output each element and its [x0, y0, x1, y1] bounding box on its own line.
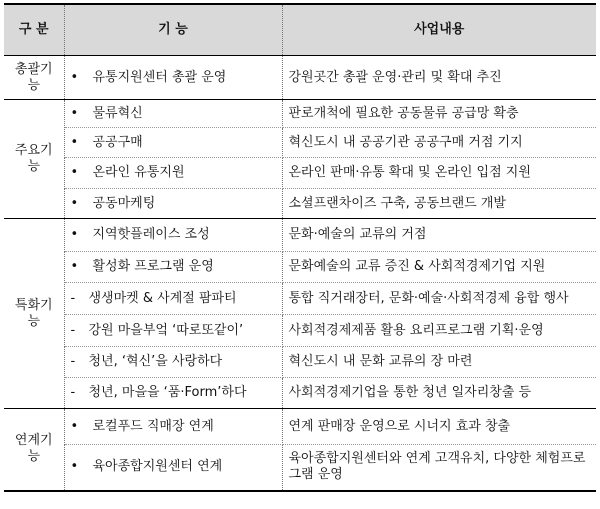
function-cell — [64, 158, 282, 189]
function-label: 로컬푸드 직매장 연계 — [92, 418, 214, 434]
function-cell — [64, 283, 282, 315]
table-row — [4, 315, 596, 347]
function-label: 공동마케팅 — [92, 195, 156, 211]
table-row — [4, 409, 596, 445]
content-cell: 문화·예술의 교류의 거점 — [282, 219, 596, 252]
content-cell: 혁신도시 내 공공기관 공공구매 거점 기지 — [282, 128, 596, 158]
bullet-marker: • — [70, 165, 79, 180]
bullet-marker: • — [70, 418, 79, 434]
dash-marker: - — [70, 385, 76, 400]
content-cell: 강원곳간 총괄 운영·관리 및 확대 추진 — [282, 56, 596, 100]
table-row — [4, 219, 596, 252]
function-label: 지역핫플레이스 조성 — [92, 227, 210, 242]
function-label: 육아종합지원센터 연계 — [92, 459, 223, 475]
content-cell: 소셜프랜차이즈 구축, 공동브랜드 개발 — [282, 189, 596, 219]
function-label: 청년, ‘혁신’을 사랑하다 — [88, 354, 223, 369]
table-row — [4, 189, 596, 219]
table-row — [4, 128, 596, 158]
function-cell — [64, 445, 282, 491]
table-row — [4, 56, 596, 100]
dash-marker: - — [70, 322, 76, 338]
bullet-marker: • — [70, 459, 79, 475]
content-cell: 사회적경제기업을 통한 청년 일자리창출 등 — [282, 378, 596, 409]
table-row — [4, 158, 596, 189]
category-cell: 연계기능 — [4, 409, 64, 491]
table-row — [4, 283, 596, 315]
content-cell: 온라인 판매·유통 확대 및 온라인 입점 지원 — [282, 158, 596, 189]
table-row — [4, 378, 596, 409]
function-cell — [64, 128, 282, 158]
category-cell: 총괄기능 — [4, 56, 64, 100]
category-cell: 특화기능 — [4, 219, 64, 409]
header-row — [4, 4, 596, 56]
bullet-marker: • — [70, 69, 79, 85]
function-cell — [64, 378, 282, 409]
function-label: 청년, 마을을 ‘품·Form’하다 — [88, 385, 247, 400]
function-label: 활성화 프로그램 운영 — [92, 259, 214, 274]
function-cell — [64, 56, 282, 100]
function-label: 물류혁신 — [92, 105, 143, 121]
function-label: 온라인 유통지원 — [92, 165, 185, 180]
bullet-marker: • — [70, 134, 79, 150]
content-cell: 판로개척에 필요한 공동물류 공급망 확충 — [282, 100, 596, 128]
table-row — [4, 445, 596, 491]
function-cell — [64, 315, 282, 347]
function-cell — [64, 189, 282, 219]
function-cell — [64, 100, 282, 128]
content-cell: 문화예술의 교류 증진 & 사회적경제기업 지원 — [282, 252, 596, 283]
function-cell — [64, 252, 282, 283]
bullet-marker: • — [70, 259, 79, 274]
content-cell: 혁신도시 내 문화 교류의 장 마련 — [282, 347, 596, 378]
bullet-marker: • — [70, 195, 79, 211]
category-cell: 주요기능 — [4, 100, 64, 219]
business-function-table — [4, 3, 596, 492]
header-function: 기 능 — [64, 4, 282, 56]
bullet-marker: • — [70, 105, 79, 121]
table-row — [4, 100, 596, 128]
function-label: 강원 마을부엌 ‘따로또같이’ — [88, 322, 244, 338]
header-content: 사업내용 — [282, 4, 596, 56]
function-label: 생생마켓 & 사계절 팜파티 — [88, 290, 237, 306]
content-cell: 연계 판매장 운영으로 시너지 효과 창출 — [282, 409, 596, 445]
function-cell — [64, 219, 282, 252]
content-cell: 사회적경제제품 활용 요리프로그램 기획·운영 — [282, 315, 596, 347]
table-row — [4, 347, 596, 378]
content-cell: 육아종합지원센터와 연계 고객유치, 다양한 체험프로그램 운영 — [282, 445, 596, 491]
bullet-marker: • — [70, 227, 79, 242]
content-cell: 통합 직거래장터, 문화·예술·사회적경제 융합 행사 — [282, 283, 596, 315]
table-row — [4, 252, 596, 283]
header-category: 구 분 — [4, 4, 64, 56]
dash-marker: - — [70, 354, 76, 369]
function-cell — [64, 347, 282, 378]
dash-marker: - — [70, 290, 76, 306]
function-cell — [64, 409, 282, 445]
function-label: 유통지원센터 총괄 운영 — [92, 69, 227, 85]
function-label: 공공구매 — [92, 134, 143, 150]
